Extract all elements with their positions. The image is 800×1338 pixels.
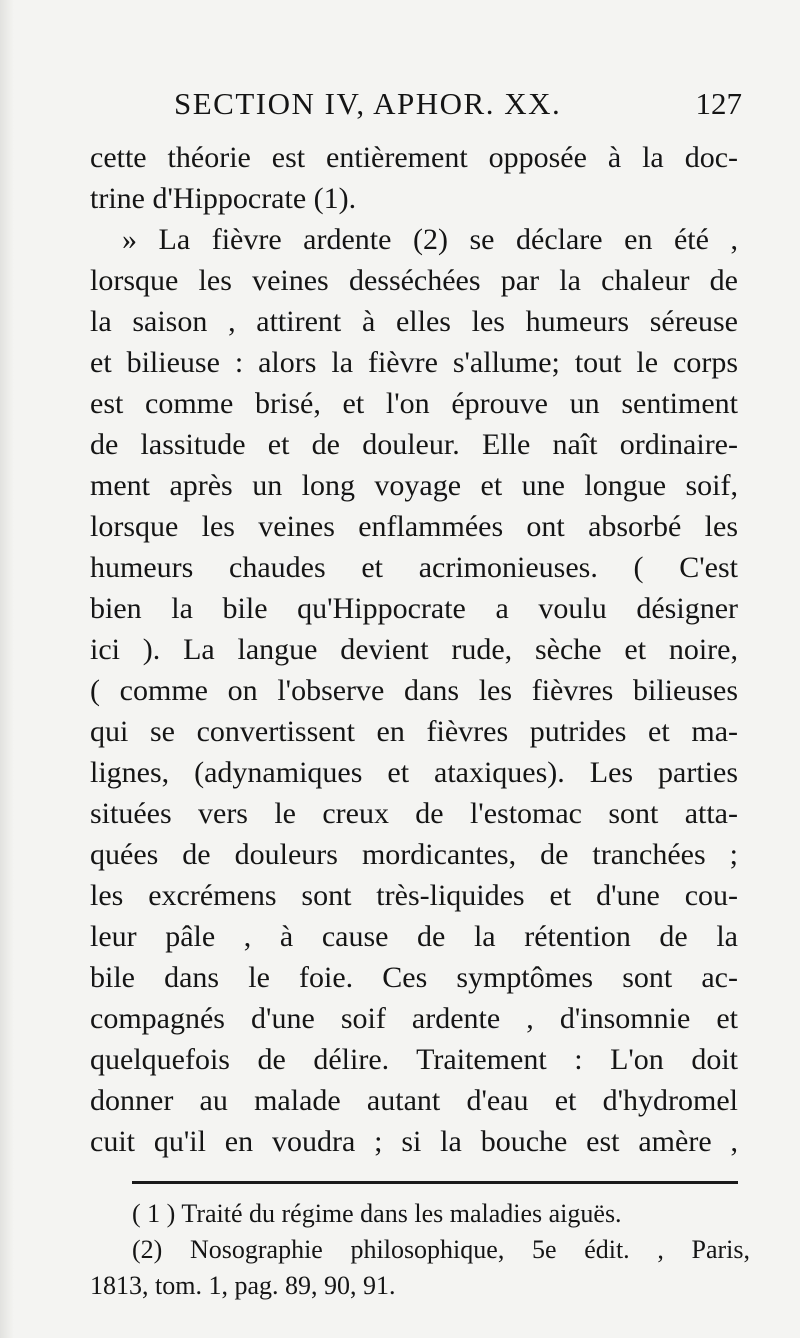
text-line: bien la bile qu'Hippocrate a voulu désigner [90,592,738,625]
scan-edge [0,0,14,1338]
text-line: lignes, (adynamiques et ataxiques). Les parties [90,756,738,789]
footnotes [90,1196,750,1304]
text-line: » La fièvre ardente (2) se déclare en été , [122,223,738,256]
text-line: est comme brisé, et l'on éprouve un sentiment [90,387,738,420]
footnote-line: (2) Nosographie philosophique, 5e édit. , Paris, [132,1235,750,1264]
text-line: ment après un long voyage et une longue soif, [90,469,738,502]
footnote-divider [132,1181,738,1184]
page-number: 127 [695,86,742,121]
text-line: qui se convertissent en fièvres putrides et ma- [90,715,738,748]
footnote-line: ( 1 ) Traité du régime dans les maladies aiguës. [132,1199,622,1228]
text-line: quelquefois de délire. Traitement : L'on doit [90,1043,738,1076]
text-line: cette théorie est entièrement opposée à la doc- [90,141,738,174]
text-line: lorsque les veines enflammées ont absorbé les [90,510,738,543]
text-line: ( comme on l'observe dans les fièvres bilieuses [90,674,738,707]
text-line: cuit qu'il en voudra ; si la bouche est amère , [90,1125,738,1158]
text-line: les excrémens sont très-liquides et d'une cou- [90,879,738,912]
text-line: et bilieuse : alors la fièvre s'allume; tout le corps [90,346,738,379]
text-line: compagnés d'une soif ardente , d'insomnie et [90,1002,738,1035]
text-line: humeurs chaudes et acrimonieuses. ( C'est [90,551,738,584]
text-line: trine d'Hippocrate (1). [90,182,357,215]
text-line: quées de douleurs mordicantes, de tranchées ; [90,838,738,871]
text-line: la saison , attirent à elles les humeurs séreuse [90,305,738,338]
running-title: SECTION IV, APHOR. XX. [174,86,562,121]
running-head [82,86,742,130]
text-line: bile dans le foie. Ces symptômes sont ac- [90,961,738,994]
text-line: leur pâle , à cause de la rétention de la [90,920,738,953]
text-line: de lassitude et de douleur. Elle naît ordinaire- [90,428,738,461]
body-text [90,137,738,1162]
text-line: lorsque les veines desséchées par la chaleur de [90,264,738,297]
text-line: donner au malade autant d'eau et d'hydromel [90,1084,738,1117]
text-line: ici ). La langue devient rude, sèche et noire, [90,633,738,666]
text-line: situées vers le creux de l'estomac sont atta- [90,797,738,830]
footnote-line: 1813, tom. 1, pag. 89, 90, 91. [90,1271,396,1300]
